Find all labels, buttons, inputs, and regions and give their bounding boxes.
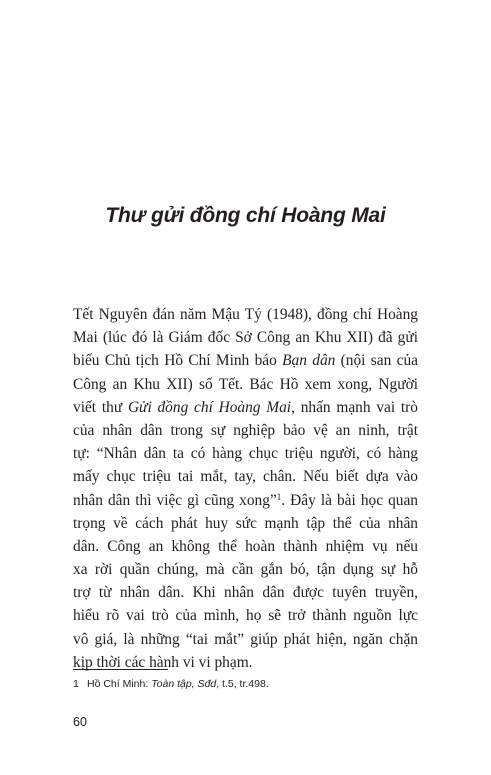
text-line: Tết Nguyên đán năm Mậu Tý (1948), đồng chí Hoàng: [73, 306, 418, 323]
text-line: hiểu rõ vai trò của mình, họ sẽ trở thành nguồn lực: [73, 607, 418, 625]
chapter-title: Thư gửi đồng chí Hoàng Mai: [105, 204, 386, 227]
text-line: trợ từ nhân dân. Khi nhân dân được tuyên truyền,: [73, 584, 418, 602]
newspaper-title: Bạn dân: [282, 352, 336, 370]
text-line: dân. Công an không thể hoàn thành nhiệm vụ nếu: [73, 537, 418, 555]
text-line: mấy chục triệu tai mắt, tay, chân. Nếu biết dựa vào: [73, 468, 418, 486]
footnote-number: 1: [73, 678, 79, 690]
text-line: vô giá, là những “tai mắt” giúp phát hiện, ngăn chặn: [73, 630, 418, 648]
body-paragraph: [73, 303, 418, 674]
text-line: của nhân dân trong sự nghiệp bảo vệ an ninh, trật: [73, 421, 418, 439]
footnote-author: Hồ Chí Minh:: [87, 678, 152, 690]
footnote-reference: , t.5, tr.498.: [216, 678, 269, 690]
footnote: [73, 676, 418, 692]
footnote-divider: [73, 669, 168, 670]
footnote-marker: 1: [276, 491, 282, 502]
page-number: 60: [73, 715, 87, 729]
text-line: Công an Khu XII) số Tết. Bác Hồ xem xong, Người: [73, 375, 418, 393]
text-line: biếu Chủ tịch Hồ Chí Minh báo Bạn dân (nội san của: [73, 352, 418, 370]
text-line: kịp thời các hành vi vi phạm.: [73, 653, 253, 671]
text-line: viết thư Gửi đồng chí Hoàng Mai, nhấn mạnh vai trò: [73, 398, 419, 416]
text-line: nhân dân thì việc gì cũng xong”$^1$. Đây là bài học quan: [73, 491, 418, 509]
footnote-work: Toàn tập, Sđd: [151, 678, 217, 690]
text-line: trọng về cách phát huy sức mạnh tập thể của nhân: [73, 514, 418, 532]
text-line: Mai (lúc đó là Giám đốc Sở Công an Khu XII) đã gửi: [73, 329, 418, 347]
text-line: tự: “Nhân dân ta có hàng chục triệu người, có hàng: [73, 445, 418, 463]
letter-title: Gửi đồng chí Hoàng Mai: [127, 398, 292, 416]
text-line: xa rời quần chúng, mà cần gắn bó, tận dụng sự hỗ: [73, 561, 418, 579]
